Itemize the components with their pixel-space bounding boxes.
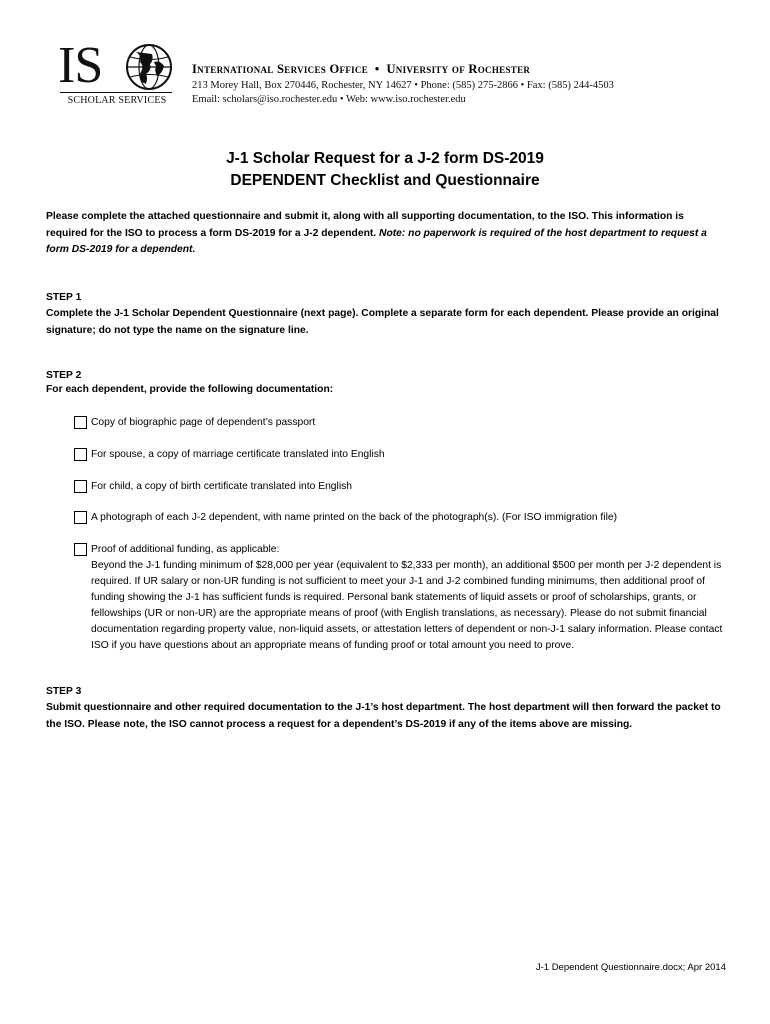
checkbox-icon[interactable] [74, 448, 87, 461]
checklist-item-passport [74, 415, 315, 431]
checklist-label: A photograph of each J-2 dependent, with name printed on the back of the photograph(s). (For ISO immigration file) [91, 512, 618, 523]
funding-detail: Beyond the J-1 funding minimum of $28,000 per year (equivalent to $2,333 per month), an additional $500 per month per J-2 dependent is required. If UR salary or non-UR funding is not sufficient to meet your J-1 and J-2 combined funding minimums, then additional proof of funding showing the J-1 has sufficient funds is required. Personal bank statements of liquid assets or proof of scholarships, grants, or fellowships (UR or non-UR) are the appropriate means of proof (with English translations, as necessary). Please do not submit financial documentation regarding property value, non-liquid assets, or attestation letters of dependent or non-J-1 salary information. Please contact ISO if you have questions about an appropriate means of funding proof or total amount you need to prove. [91, 560, 723, 651]
iso-logo [58, 37, 178, 106]
org-office: International Services Office [192, 62, 369, 76]
checklist-label: Proof of additional funding, as applicable: [91, 544, 280, 555]
checklist-item-marriage-certificate [74, 447, 385, 463]
step1-label: STEP 1 [46, 292, 82, 303]
org-separator: • [374, 62, 380, 76]
logo-subtitle: SCHOLAR SERVICES [67, 95, 167, 106]
checklist-label: Copy of biographic page of dependent’s passport [91, 417, 316, 428]
intro-text: Please complete the attached questionnaire and submit it, along with all supporting documentation, to the ISO. This information is required for the ISO to process a form DS-2019 for a J-2 dependent. [46, 211, 684, 239]
checkbox-icon[interactable] [74, 480, 87, 493]
checklist-label: For child, a copy of birth certificate translated into English [91, 481, 352, 492]
funding-block [91, 542, 731, 654]
step2-text: For each dependent, provide the following documentation: [46, 384, 334, 395]
logo-letters: IS [58, 37, 103, 94]
checklist-label: For spouse, a copy of marriage certificate translated into English [91, 449, 385, 460]
intro-paragraph [46, 209, 726, 259]
document-subtitle: DEPENDENT Checklist and Questionnaire [230, 172, 540, 189]
checklist-item-photograph [74, 510, 617, 526]
step3-text: Submit questionnaire and other required documentation to the J-1’s host department. The host department will then forward the packet to the ISO. Please note, the ISO cannot process a request for a dependent’s DS-2019 if any of the items above are missing. [46, 702, 721, 730]
checkbox-icon[interactable] [74, 511, 87, 524]
intro-note: Note: no paperwork is required of the host department to request a form DS-2019 for a dependent. [46, 227, 707, 255]
checklist-item-funding [74, 542, 731, 654]
address-line: 213 Morey Hall, Box 270446, Rochester, NY 14627 • Phone: (585) 275-2866 • Fax: (585) 244-4503 [192, 80, 614, 91]
checkbox-icon[interactable] [74, 416, 87, 429]
footer-filename: J-1 Dependent Questionnaire.docx; Apr 2014 [535, 962, 726, 973]
document-title: J-1 Scholar Request for a J-2 form DS-2019 [226, 150, 544, 167]
logo-rule [60, 92, 172, 93]
step3-label: STEP 3 [46, 686, 82, 697]
organization-line [192, 62, 530, 77]
step2-label: STEP 2 [46, 370, 82, 381]
contact-line: Email: scholars@iso.rochester.edu • Web: www.iso.rochester.edu [192, 94, 466, 105]
checklist-item-birth-certificate [74, 479, 352, 495]
globe-icon [124, 42, 174, 92]
org-university: University of Rochester [386, 62, 531, 76]
checkbox-icon[interactable] [74, 543, 87, 556]
step1-text: Complete the J-1 Scholar Dependent Questionnaire (next page). Complete a separate form for each dependent. Please provide an original signature; do not type the name on the signature line. [46, 308, 719, 336]
